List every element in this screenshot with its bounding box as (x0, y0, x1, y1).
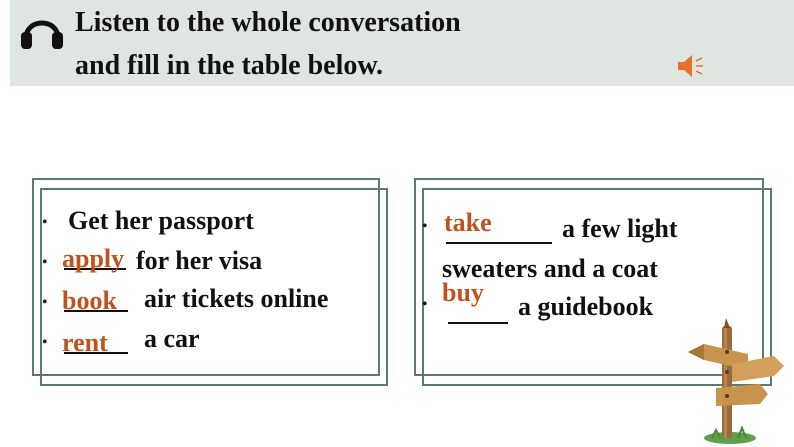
bullet: • (42, 294, 48, 311)
list-item-text: a guidebook (518, 292, 654, 321)
list-item-continuation: sweaters and a coat (442, 254, 658, 283)
headphones-icon (18, 8, 66, 50)
bullet: • (422, 218, 428, 235)
bullet: • (422, 296, 428, 313)
signpost-icon (686, 318, 786, 446)
bullet: • (42, 254, 48, 271)
instruction-line-1: Listen to the whole conversation (75, 7, 461, 38)
answer-take: take (444, 208, 492, 237)
answer-blank[interactable] (446, 220, 552, 244)
list-item-text: a few light (562, 214, 678, 243)
bullet: • (42, 334, 48, 351)
list-item-text: air tickets online (144, 284, 329, 313)
list-item-text: for her visa (136, 246, 263, 275)
answer-rent: rent (62, 328, 108, 357)
answer-blank[interactable] (448, 300, 508, 324)
list-item-text: a car (144, 324, 200, 353)
answer-apply: apply (62, 244, 125, 273)
list-item-text: Get her passport (68, 206, 254, 235)
left-task-card (28, 178, 392, 386)
instruction-line-2: and fill in the table below. (75, 50, 384, 81)
answer-book: book (62, 286, 117, 315)
speaker-icon[interactable] (676, 52, 706, 80)
answer-buy: buy (442, 278, 484, 307)
bullet: • (42, 214, 48, 231)
